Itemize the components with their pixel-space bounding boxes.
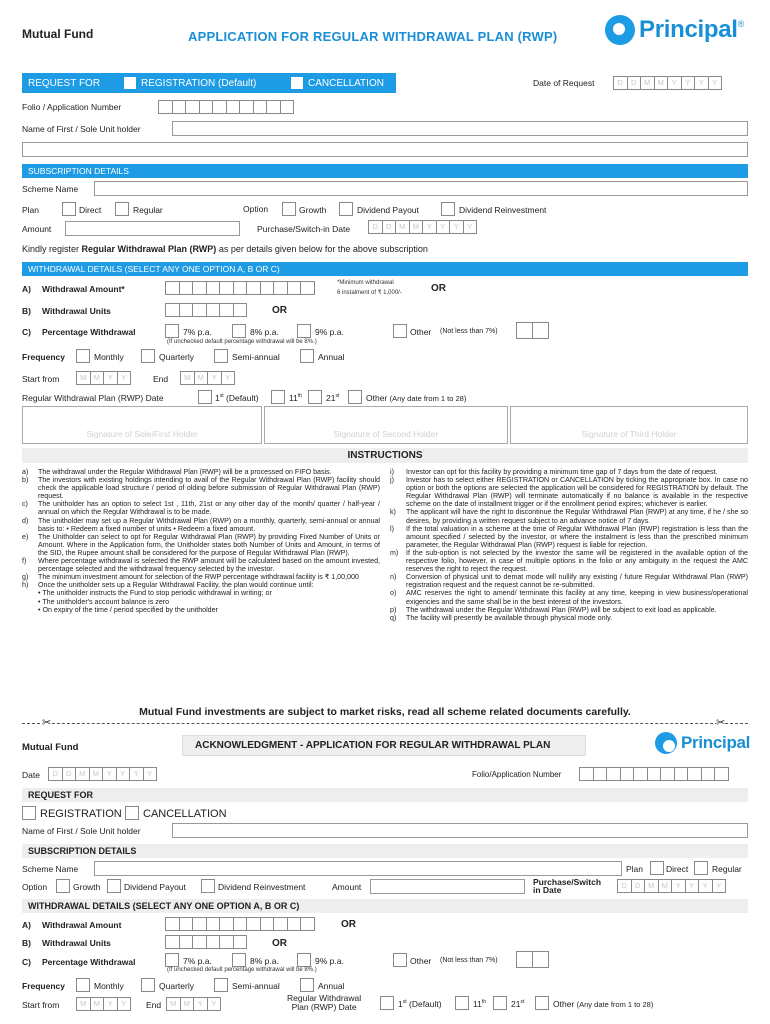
regular-checkbox[interactable] xyxy=(115,202,129,216)
input-cell[interactable]: Y xyxy=(207,371,222,385)
or-text-1: OR xyxy=(431,283,446,294)
ack-option-a-marker: A) xyxy=(22,920,31,930)
input-cell[interactable]: M xyxy=(89,767,104,781)
direct-checkbox[interactable] xyxy=(62,202,76,216)
ack-pct-9-checkbox[interactable] xyxy=(297,953,311,967)
input-cell[interactable]: Y xyxy=(449,220,464,234)
logo-text: Principal xyxy=(639,16,738,43)
option-label: Option xyxy=(243,204,269,214)
ack-rwp-11th-checkbox[interactable] xyxy=(455,996,469,1010)
cut-line xyxy=(22,723,748,724)
ack-regular-label: Regular xyxy=(712,864,742,874)
dividend-payout-checkbox[interactable] xyxy=(339,202,353,216)
plan-label: Plan xyxy=(22,205,40,215)
input-cell[interactable] xyxy=(606,767,621,781)
growth-label: Growth xyxy=(299,205,327,215)
instruction-bullet: • The unitholder instructs the Fund to stop periodic withdrawal in writing; or xyxy=(38,589,272,598)
ack-scheme-label: Scheme Name xyxy=(22,864,79,874)
input-cell[interactable] xyxy=(633,767,648,781)
ack-plan-label: Plan xyxy=(626,864,644,874)
input-cell[interactable]: Y xyxy=(667,76,682,90)
input-cell[interactable]: Y xyxy=(694,76,709,90)
input-cell[interactable]: D xyxy=(48,767,63,781)
input-cell[interactable] xyxy=(219,917,234,931)
input-cell[interactable] xyxy=(192,303,207,317)
holder-name-field-2[interactable] xyxy=(22,142,748,157)
ack-withdrawal-bar: WITHDRAWAL DETAILS (SELECT ANY ONE OPTION A, B OR C) xyxy=(22,899,748,913)
scissors-icon-right: ✂ xyxy=(716,717,726,729)
input-cell[interactable] xyxy=(219,935,234,949)
ack-pct-8-label: 8% p.a. xyxy=(250,956,279,966)
pct-9-checkbox[interactable] xyxy=(297,324,311,338)
input-cell[interactable]: M xyxy=(644,879,659,893)
input-cell[interactable] xyxy=(192,917,207,931)
input-cell[interactable]: Y xyxy=(712,879,727,893)
ack-div-reinvest-label: Dividend Reinvestment xyxy=(218,882,306,892)
input-cell[interactable]: Y xyxy=(143,767,158,781)
input-cell[interactable] xyxy=(185,100,200,114)
input-cell[interactable] xyxy=(206,281,221,295)
end-field[interactable] xyxy=(180,371,234,385)
rwp-21st-label: 21st xyxy=(326,393,340,403)
input-cell[interactable] xyxy=(660,767,675,781)
input-cell[interactable] xyxy=(233,917,248,931)
date-of-request-field[interactable] xyxy=(613,76,721,90)
end-label: End xyxy=(153,374,169,384)
instruction-item: l) If the total valuation in a scheme at the time of Regular Withdrawal Plan (RWP) registration is less than the amount specified / selected by the investor, or where the instalment is less than the prescribed minimum parameter, the Regular Withdrawal Plan (RWP) request is liable for rejection. xyxy=(390,524,748,549)
pct-other-label: Other xyxy=(410,327,432,337)
scheme-name-field[interactable] xyxy=(94,181,748,196)
ack-rwp-other-label: Other (Any date from 1 to 28) xyxy=(553,999,654,1009)
ack-pct-other-label: Other xyxy=(410,956,432,966)
input-cell[interactable] xyxy=(287,917,302,931)
input-cell[interactable]: M xyxy=(395,220,410,234)
input-cell[interactable]: M xyxy=(90,997,105,1011)
ack-pct-other-checkbox[interactable] xyxy=(393,953,407,967)
ack-title: ACKNOWLEDGMENT - APPLICATION FOR REGULAR WITHDRAWAL PLAN xyxy=(182,735,586,756)
ack-rwp-21st-checkbox[interactable] xyxy=(493,996,507,1010)
input-cell[interactable]: M xyxy=(640,76,655,90)
input-cell[interactable]: Y xyxy=(103,997,118,1011)
ack-semi-label: Semi-annual xyxy=(232,981,280,991)
rwp-other-checkbox[interactable] xyxy=(348,390,362,404)
input-cell[interactable] xyxy=(714,767,729,781)
pct-7-label: 7% p.a. xyxy=(183,327,212,337)
ack-end-label: End xyxy=(146,1000,162,1010)
input-cell[interactable]: Y xyxy=(207,997,222,1011)
rwp-1st-checkbox[interactable] xyxy=(198,390,212,404)
input-cell[interactable] xyxy=(192,935,207,949)
ack-date-field[interactable] xyxy=(48,767,156,781)
instruction-item: d) The unitholder may set up a Regular Withdrawal Plan (RWP) on a monthly, quarterly, semi-annual or annual basis to: • Redeem a fixed number of units • Redeem a fixed amount. xyxy=(22,516,380,533)
ack-growth-checkbox[interactable] xyxy=(56,879,70,893)
registration-label: REGISTRATION (Default) xyxy=(141,77,257,89)
input-cell[interactable]: Y xyxy=(698,879,713,893)
input-cell[interactable] xyxy=(260,281,275,295)
input-cell[interactable] xyxy=(287,281,302,295)
ack-amount-label: Amount xyxy=(332,882,362,892)
kindly-register-text: Kindly register Regular Withdrawal Plan (RWP) as per details given below for the above subscription xyxy=(22,244,428,254)
input-cell[interactable] xyxy=(226,100,241,114)
input-cell[interactable]: Y xyxy=(103,371,118,385)
input-cell[interactable] xyxy=(206,917,221,931)
input-cell[interactable]: Y xyxy=(463,220,478,234)
input-cell[interactable] xyxy=(212,100,227,114)
instruction-item: p) The withdrawal under the Regular Withdrawal Plan (RWP) will be subject to exit load as applicable. xyxy=(390,605,717,614)
ack-rwp-1st-checkbox[interactable] xyxy=(380,996,394,1010)
ack-pct-9-label: 9% p.a. xyxy=(315,956,344,966)
instruction-item: a) The withdrawal under the Regular Withdrawal Plan (RWP) will be a processed on FIFO basis. xyxy=(22,468,332,476)
amount-field[interactable] xyxy=(65,221,240,236)
input-cell[interactable] xyxy=(233,281,248,295)
subscription-details-bar: SUBSCRIPTION DETAILS xyxy=(22,164,748,178)
min-installment-note: 6 instalment of ₹ 1,000/- xyxy=(337,290,402,296)
input-cell[interactable]: M xyxy=(180,997,195,1011)
ack-pct-7-checkbox[interactable] xyxy=(165,953,179,967)
regular-label: Regular xyxy=(133,205,163,215)
input-cell[interactable]: Y xyxy=(117,371,132,385)
ack-option-label: Option xyxy=(22,882,48,892)
instruction-item: i) Investor can opt for this facility by providing a minimum time gap of 7 days from the date of request. xyxy=(390,468,718,476)
input-cell[interactable] xyxy=(165,935,180,949)
ack-logo-text: Principal xyxy=(681,733,751,752)
instruction-item: h) Once the unitholder sets up a Regular Withdrawal Facility, the plan would continue until: xyxy=(22,581,314,590)
input-cell[interactable] xyxy=(239,100,254,114)
quarterly-checkbox[interactable] xyxy=(141,349,155,363)
instructions-right xyxy=(390,468,748,622)
pct-other-note: (Not less than 7%) xyxy=(440,328,498,335)
instruction-item: f) Where percentage withdrawal is selected the RWP amount will be calculated based on the amount invested, percentage selected and the withdrawal frequency selected by the investor. xyxy=(22,557,380,574)
rwp-date-label: Regular Withdrawal Plan (RWP) Date xyxy=(22,393,164,403)
ack-default-pct-note: (If unchecked default percentage withdrawal will be 8%.) xyxy=(167,967,317,973)
input-cell[interactable]: D xyxy=(627,76,642,90)
input-cell[interactable] xyxy=(233,303,248,317)
ack-rwp-other-checkbox[interactable] xyxy=(535,996,549,1010)
input-cell[interactable]: M xyxy=(75,767,90,781)
ack-option-b-marker: B) xyxy=(22,938,31,948)
input-cell[interactable] xyxy=(647,767,662,781)
withdrawal-units-field[interactable] xyxy=(165,303,246,317)
input-cell[interactable]: M xyxy=(654,76,669,90)
ack-frequency-label: Frequency xyxy=(22,981,65,991)
input-cell[interactable]: Y xyxy=(708,76,723,90)
input-cell[interactable]: Y xyxy=(129,767,144,781)
withdrawal-amount-field[interactable] xyxy=(165,281,314,295)
min-withdrawal-note: *Minimum withdrawal xyxy=(337,280,394,286)
instructions-title: INSTRUCTIONS xyxy=(22,448,748,463)
input-cell[interactable]: Y xyxy=(102,767,117,781)
input-cell[interactable] xyxy=(246,281,261,295)
annual-checkbox[interactable] xyxy=(300,349,314,363)
request-for-bar xyxy=(22,73,396,93)
ack-registration-label: REGISTRATION xyxy=(40,808,122,820)
input-cell[interactable]: M xyxy=(76,997,91,1011)
ack-pct-7-label: 7% p.a. xyxy=(183,956,212,966)
ack-principal-logo xyxy=(655,732,750,754)
ack-scheme-field[interactable] xyxy=(94,861,622,876)
ack-div-payout-checkbox[interactable] xyxy=(107,879,121,893)
input-cell[interactable] xyxy=(246,917,261,931)
pct-8-label: 8% p.a. xyxy=(250,327,279,337)
input-cell[interactable] xyxy=(260,917,275,931)
default-pct-note: (If unchecked default percentage withdrawal will be 8%.) xyxy=(167,339,317,345)
pct-other-checkbox[interactable] xyxy=(393,324,407,338)
input-cell[interactable] xyxy=(199,100,214,114)
signature-third-holder[interactable]: Signature of Third Holder xyxy=(510,406,748,444)
input-cell[interactable]: D xyxy=(631,879,646,893)
ack-div-reinvest-checkbox[interactable] xyxy=(201,879,215,893)
input-cell[interactable]: Y xyxy=(671,879,686,893)
instruction-item: o) AMC reserves the right to amend/ terminate this facility at any time, keeping in view business/operational exigencies and the same shall be in the best interest of the investors. xyxy=(390,589,748,606)
input-cell[interactable] xyxy=(179,917,194,931)
input-cell[interactable] xyxy=(158,100,173,114)
direct-label: Direct xyxy=(79,205,102,215)
option-a-marker: A) xyxy=(22,284,31,294)
brand-mutual-fund: Mutual Fund xyxy=(22,27,94,41)
ack-withdrawal-amount-field[interactable] xyxy=(165,917,314,931)
dividend-payout-label: Dividend Payout xyxy=(357,205,419,215)
input-cell[interactable]: M xyxy=(194,371,209,385)
ack-start-from-label: Start from xyxy=(22,1000,60,1010)
purchase-date-field[interactable] xyxy=(368,220,476,234)
input-cell[interactable] xyxy=(280,100,295,114)
input-cell[interactable] xyxy=(179,935,194,949)
ack-quarterly-label: Quarterly xyxy=(159,981,194,991)
ack-direct-checkbox[interactable] xyxy=(650,861,664,875)
pct-8-checkbox[interactable] xyxy=(232,324,246,338)
input-cell[interactable]: M xyxy=(409,220,424,234)
ack-withdrawal-amount-label: Withdrawal Amount xyxy=(42,920,122,930)
dividend-reinvest-checkbox[interactable] xyxy=(441,202,455,216)
instruction-item: n) Conversion of physical unit to demat mode will nullify any existing / future Regular Withdrawal Plan (RWP) registration request and the request cannot be re-submitted. xyxy=(390,573,748,590)
withdrawal-details-bar: WITHDRAWAL DETAILS (SELECT ANY ONE OPTION A, B OR C) xyxy=(22,262,748,276)
ack-folio-label: Folio/Application Number xyxy=(472,770,562,779)
amount-label: Amount xyxy=(22,224,52,234)
monthly-checkbox[interactable] xyxy=(76,349,90,363)
ack-registration-checkbox[interactable] xyxy=(22,806,36,820)
percentage-withdrawal-label: Percentage Withdrawal xyxy=(42,327,136,337)
quarterly-label: Quarterly xyxy=(159,352,194,362)
rwp-other-label: Other (Any date from 1 to 28) xyxy=(366,393,467,403)
input-cell[interactable] xyxy=(233,935,248,949)
option-b-marker: B) xyxy=(22,306,31,316)
input-cell[interactable] xyxy=(172,100,187,114)
ack-percentage-label: Percentage Withdrawal xyxy=(42,957,136,967)
ack-div-payout-label: Dividend Payout xyxy=(124,882,186,892)
input-cell[interactable]: D xyxy=(368,220,383,234)
ack-or-text-2: OR xyxy=(272,938,287,949)
option-c-marker: C) xyxy=(22,327,31,337)
input-cell[interactable] xyxy=(620,767,635,781)
instruction-item: m) If the sub-option is not selected by the investor the same will be registered in the available option of the respective folio, however, in case of multiple options in the folio or any ambiguity in the request the AMC reserves the right to reject the request. xyxy=(390,548,748,574)
cancellation-checkbox[interactable] xyxy=(291,77,303,89)
holder-name-label: Name of First / Sole Unit holder xyxy=(22,124,141,134)
folio-label: Folio / Application Number xyxy=(22,102,122,112)
ack-option-c-marker: C) xyxy=(22,957,31,967)
ack-cancellation-checkbox[interactable] xyxy=(125,806,139,820)
instruction-item: b) The investors with existing holdings intending to avail of the Regular Withdrawal Plan (RWP) facility should check the applicable load structure / period of olding before submission of Regular Withdrawal Plan (RWP) request. xyxy=(22,476,380,501)
rwp-11th-checkbox[interactable] xyxy=(271,390,285,404)
ack-amount-field[interactable] xyxy=(370,879,525,894)
input-cell[interactable]: Y xyxy=(685,879,700,893)
input-cell[interactable]: Y xyxy=(681,76,696,90)
ack-direct-label: Direct xyxy=(666,864,689,874)
input-cell[interactable] xyxy=(593,767,608,781)
instruction-item: k) The applicant will have the right to discontinue the Regular Withdrawal Plan (RWP) at any time, if he / she so desires, by providing a written request subject to an advance notice of 7 days. xyxy=(390,508,748,525)
instruction-item: j) Investor has to select either REGISTRATION or CANCELLATION by ticking the appropriate box. In case no option or both the options are selected the application will be considered for REGISTRATION by default. The Regular Withdrawal Plan (RWP) will terminate automatically if no balance is available in the respective scheme on the date of installment trigger or if the enrollment period expires; whichever is earlier. xyxy=(390,476,748,509)
input-cell[interactable] xyxy=(701,767,716,781)
ack-brand-mutual-fund: Mutual Fund xyxy=(22,742,79,753)
instructions-left xyxy=(22,468,380,614)
pct-7-checkbox[interactable] xyxy=(165,324,179,338)
ack-pct-other-note: (Not less than 7%) xyxy=(440,957,498,964)
ack-monthly-label: Monthly xyxy=(94,981,124,991)
ack-growth-label: Growth xyxy=(73,882,101,892)
input-cell[interactable] xyxy=(179,281,194,295)
input-cell[interactable] xyxy=(273,917,288,931)
start-from-field[interactable] xyxy=(76,371,130,385)
input-cell[interactable]: M xyxy=(76,371,91,385)
ack-rwp-date-label: Regular Withdrawal Plan (RWP) Date xyxy=(287,993,362,1012)
folio-field[interactable] xyxy=(158,100,293,114)
input-cell[interactable]: Y xyxy=(117,997,132,1011)
input-cell[interactable]: Y xyxy=(193,997,208,1011)
ack-principal-logo-icon xyxy=(655,732,677,754)
ack-holder-label: Name of First / Sole Unit holder xyxy=(22,826,141,836)
holder-name-field[interactable] xyxy=(172,121,748,136)
ack-purchase-label: Purchase/Switch in Date xyxy=(533,877,602,895)
ack-rwp-11th-label: 11th xyxy=(473,999,486,1009)
ack-monthly-checkbox[interactable] xyxy=(76,978,90,992)
instruction-bullet: • The unitholder's account balance is zero xyxy=(38,597,170,606)
input-cell[interactable] xyxy=(165,281,180,295)
input-cell[interactable]: Y xyxy=(116,767,131,781)
ack-start-field[interactable] xyxy=(76,997,130,1011)
ack-cancellation-label: CANCELLATION xyxy=(143,808,227,820)
input-cell[interactable]: Y xyxy=(422,220,437,234)
ack-purchase-date-field[interactable] xyxy=(617,879,725,893)
ack-regular-checkbox[interactable] xyxy=(694,861,708,875)
input-cell[interactable]: M xyxy=(90,371,105,385)
input-cell[interactable] xyxy=(687,767,702,781)
ack-withdrawal-units-label: Withdrawal Units xyxy=(42,938,111,948)
input-cell[interactable]: D xyxy=(382,220,397,234)
input-cell[interactable] xyxy=(253,100,268,114)
input-cell[interactable] xyxy=(192,281,207,295)
frequency-label: Frequency xyxy=(22,352,65,362)
input-cell[interactable]: D xyxy=(613,76,628,90)
input-cell[interactable] xyxy=(219,281,234,295)
input-cell[interactable] xyxy=(579,767,594,781)
input-cell[interactable] xyxy=(206,303,221,317)
dividend-reinvest-label: Dividend Reinvestment xyxy=(459,205,547,215)
input-cell[interactable] xyxy=(219,303,234,317)
ack-rwp-21st-label: 21st xyxy=(511,999,525,1009)
instruction-item: c) The unitholder has an option to select 1st , 11th, 21st or any other day of the month/ quarter / half-year / annual on which the Regular Withdrawal is to be made. xyxy=(22,500,380,517)
ack-folio-field[interactable] xyxy=(579,767,728,781)
start-from-label: Start from xyxy=(22,374,60,384)
semi-annual-checkbox[interactable] xyxy=(214,349,228,363)
input-cell[interactable]: Y xyxy=(221,371,236,385)
input-cell[interactable]: M xyxy=(166,997,181,1011)
ack-request-for-bar: REQUEST FOR xyxy=(22,788,748,802)
ack-pct-8-checkbox[interactable] xyxy=(232,953,246,967)
input-cell[interactable] xyxy=(300,917,315,931)
ack-pct-other-field[interactable] xyxy=(516,951,548,968)
input-cell[interactable]: D xyxy=(62,767,77,781)
logo-mark: ® xyxy=(737,19,745,29)
input-cell[interactable] xyxy=(273,281,288,295)
scheme-name-label: Scheme Name xyxy=(22,184,79,194)
ack-subscription-bar: SUBSCRIPTION DETAILS xyxy=(22,844,748,858)
growth-checkbox[interactable] xyxy=(282,202,296,216)
signature-second-holder[interactable]: Signature of Second Holder xyxy=(264,406,508,444)
input-cell[interactable]: M xyxy=(658,879,673,893)
input-cell[interactable] xyxy=(300,281,315,295)
input-cell[interactable]: Y xyxy=(436,220,451,234)
input-cell[interactable] xyxy=(266,100,281,114)
rwp-21st-checkbox[interactable] xyxy=(308,390,322,404)
semi-annual-label: Semi-annual xyxy=(232,352,280,362)
rwp-11th-label: 11th xyxy=(289,393,302,403)
input-cell[interactable]: D xyxy=(617,879,632,893)
input-cell[interactable] xyxy=(165,303,180,317)
form-title: APPLICATION FOR REGULAR WITHDRAWAL PLAN (RWP) xyxy=(188,29,558,44)
input-cell[interactable] xyxy=(179,303,194,317)
purchase-date-label: Purchase/Switch-in Date xyxy=(257,224,351,234)
scissors-icon: ✂ xyxy=(42,717,52,729)
annual-label: Annual xyxy=(318,352,345,362)
input-cell[interactable] xyxy=(674,767,689,781)
disclaimer-text: Mutual Fund investments are subject to market risks, read all scheme related documents carefully. xyxy=(139,706,631,718)
withdrawal-units-label: Withdrawal Units xyxy=(42,306,111,316)
ack-end-field[interactable] xyxy=(166,997,220,1011)
instruction-item: g) The minimum investment amount for selection of the RWP percentage withdrawal facility is ₹ 1,00,000 xyxy=(22,573,359,582)
request-for-label: REQUEST FOR xyxy=(28,77,101,89)
rwp-1st-label: 1st (Default) xyxy=(215,393,259,403)
instruction-item: q) The facility will presently be available through physical mode only. xyxy=(390,613,613,622)
monthly-label: Monthly xyxy=(94,352,124,362)
instruction-bullet: • On expiry of the time / period specified by the unitholder xyxy=(38,605,218,614)
ack-annual-checkbox[interactable] xyxy=(300,978,314,992)
input-cell[interactable]: M xyxy=(180,371,195,385)
principal-logo xyxy=(605,15,744,45)
ack-rwp-1st-label: 1st (Default) xyxy=(398,999,442,1009)
registration-checkbox[interactable] xyxy=(124,77,136,89)
ack-date-label: Date xyxy=(22,770,40,780)
ack-annual-label: Annual xyxy=(318,981,345,991)
ack-or-text-1: OR xyxy=(341,919,356,930)
cancellation-label: CANCELLATION xyxy=(308,77,384,89)
or-text-2: OR xyxy=(272,305,287,316)
pct-9-label: 9% p.a. xyxy=(315,327,344,337)
principal-logo-icon xyxy=(605,15,635,45)
ack-semi-checkbox[interactable] xyxy=(214,978,228,992)
ack-quarterly-checkbox[interactable] xyxy=(141,978,155,992)
withdrawal-amount-label: Withdrawal Amount* xyxy=(42,284,125,294)
instruction-item: e) The Unitholder can select to opt for Regular Withdrawal Plan (RWP) by providing Fixed Number of Units or Amount. Where in the Application form, the Unitholder states both Number of Units and Amount, in terms of the SID, the Rupee amount shall be considered for the purpose of Regular Withdrawal Plan (RWP). xyxy=(22,532,380,557)
input-cell[interactable] xyxy=(165,917,180,931)
ack-withdrawal-units-field[interactable] xyxy=(165,935,246,949)
date-of-request-label: Date of Request xyxy=(533,78,595,88)
pct-other-field[interactable] xyxy=(516,322,548,339)
signature-first-holder[interactable]: Signature of Sole/First Holder xyxy=(22,406,262,444)
ack-holder-field[interactable] xyxy=(172,823,748,838)
input-cell[interactable] xyxy=(206,935,221,949)
